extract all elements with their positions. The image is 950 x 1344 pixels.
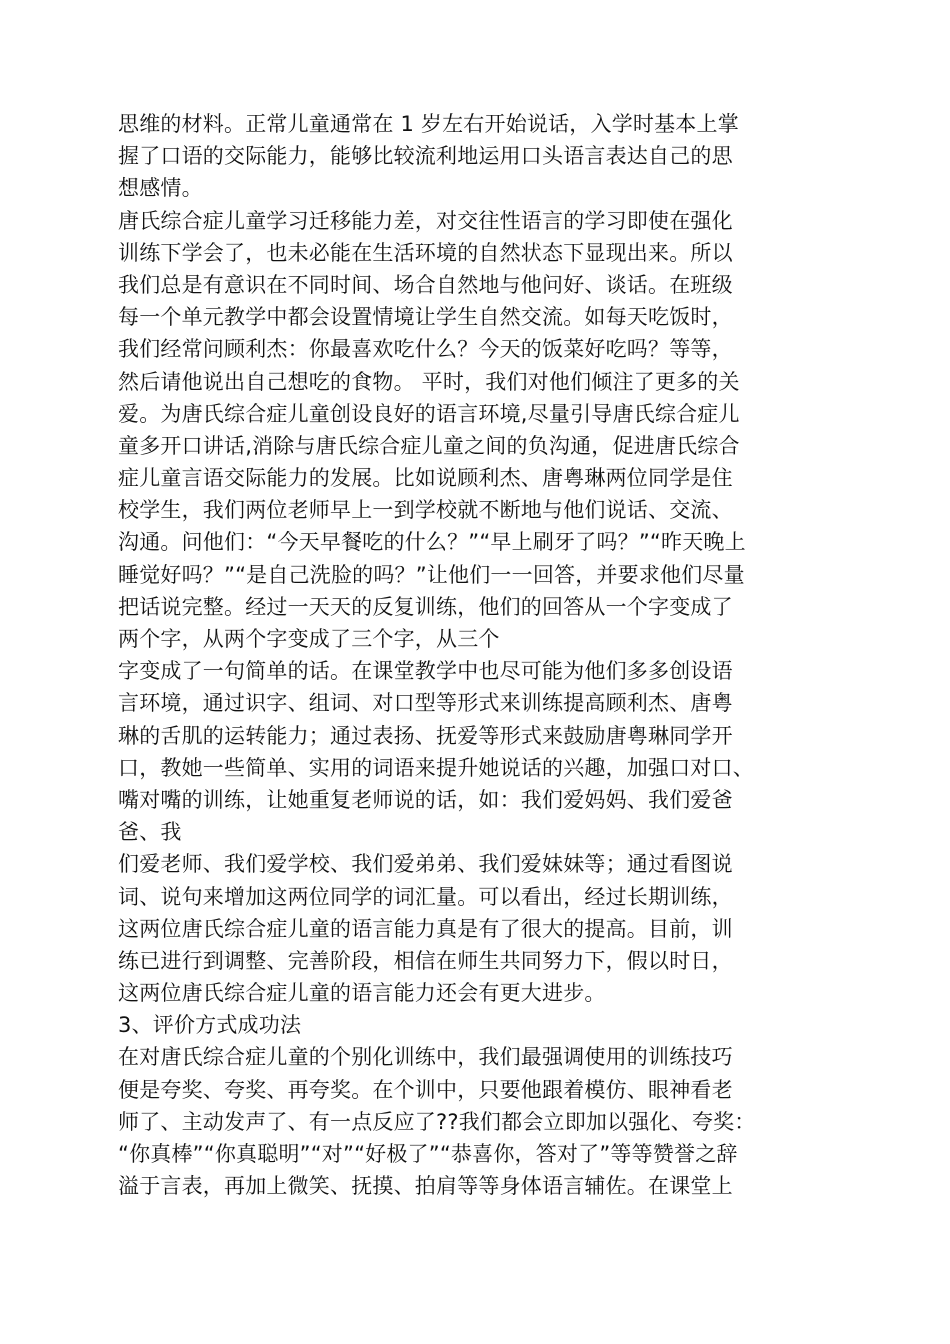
text-line: 爱。为唐氏综合症儿童创设良好的语言环境,尽量引导唐氏综合症儿 (118, 401, 740, 426)
section-heading: 3、评价方式成功法 (118, 1013, 302, 1038)
text-line: 们爱老师、我们爱学校、我们爱弟弟、我们爱妹妹等；通过看图说 (118, 852, 733, 877)
text-line: 溢于言表，再加上微笑、抚摸、拍肩等等身体语言辅佐。在课堂上 (118, 1174, 733, 1199)
text-line: 这两位唐氏综合症儿童的语言能力真是有了很大的提高。目前，训 (118, 916, 733, 941)
text-line: 嘴对嘴的训练，让她重复老师说的话，如：我们爱妈妈、我们爱爸 (118, 787, 733, 812)
text-line: 睡觉好吗？”“是自己洗脸的吗？”让他们一一回答，并要求他们尽量 (118, 562, 745, 587)
text-line: 想感情。 (118, 176, 203, 201)
text-line: 口，教她一些简单、实用的词语来提升她说话的兴趣，加强口对口、 (118, 755, 754, 780)
text-line: 便是夸奖、夸奖、再夸奖。在个训中，只要他跟着模仿、眼神看老 (118, 1077, 733, 1102)
text-line: 然后请他说出自己想吃的食物。 平时，我们对他们倾注了更多的关 (118, 369, 740, 394)
text-line: “你真棒”“你真聪明”“对”“好极了”“恭喜你，答对了”等等赞誉之辞 (118, 1142, 738, 1166)
text-line: 两个字，从两个字变成了三个字，从三个 (118, 627, 500, 651)
text-line: 症儿童言语交际能力的发展。比如说顾利杰、唐粤琳两位同学是住 (118, 466, 733, 491)
text-line: 字变成了一句简单的话。在课堂教学中也尽可能为他们多多创设语 (118, 659, 733, 684)
text-line: 师了、主动发声了、有一点反应了??我们都会立即加以强化、夸奖： (118, 1109, 756, 1134)
text-line: 琳的舌肌的运转能力；通过表扬、抚爱等形式来鼓励唐粤琳同学开 (118, 723, 733, 748)
text-line: 唐氏综合症儿童学习迁移能力差，对交往性语言的学习即使在强化 (118, 208, 733, 233)
text-line: 我们总是有意识在不同时间、场合自然地与他问好、谈话。在班级 (118, 272, 733, 297)
text-line: 思维的材料。正常儿童通常在 1 岁左右开始说话，入学时基本上掌 (118, 112, 739, 136)
text-line: 每一个单元教学中都会设置情境让学生自然交流。如每天吃饭时， (118, 305, 733, 330)
text-line: 我们经常问顾利杰：你最喜欢吃什么？今天的饭菜好吃吗？等等， (118, 337, 733, 362)
text-line: 沟通。问他们：“今天早餐吃的什么？”“早上刷牙了吗？”“昨天晚上 (118, 530, 746, 555)
text-line: 这两位唐氏综合症儿童的语言能力还会有更大进步。 (118, 981, 606, 1006)
text-line: 言环境，通过识字、组词、对口型等形式来训练提高顾利杰、唐粤 (118, 691, 733, 716)
text-line: 握了口语的交际能力，能够比较流利地运用口头语言表达自己的思 (118, 144, 733, 169)
text-line: 把话说完整。经过一天天的反复训练，他们的回答从一个字变成了 (118, 594, 733, 619)
text-line: 童多开口讲话,消除与唐氏综合症儿童之间的负沟通，促进唐氏综合 (118, 433, 740, 458)
text-line: 爸、我 (118, 820, 182, 845)
text-line: 练已进行到调整、完善阶段，相信在师生共同努力下，假以时日， (118, 948, 733, 973)
body-text (118, 108, 858, 1202)
text-line: 训练下学会了，也未必能在生活环境的自然状态下显现出来。所以 (118, 240, 733, 265)
text-line: 词、说句来增加这两位同学的词汇量。可以看出，经过长期训练， (118, 884, 733, 909)
text-line: 在对唐氏综合症儿童的个别化训练中，我们最强调使用的训练技巧 (118, 1045, 733, 1070)
text-line: 校学生，我们两位老师早上一到学校就不断地与他们说话、交流、 (118, 498, 733, 523)
